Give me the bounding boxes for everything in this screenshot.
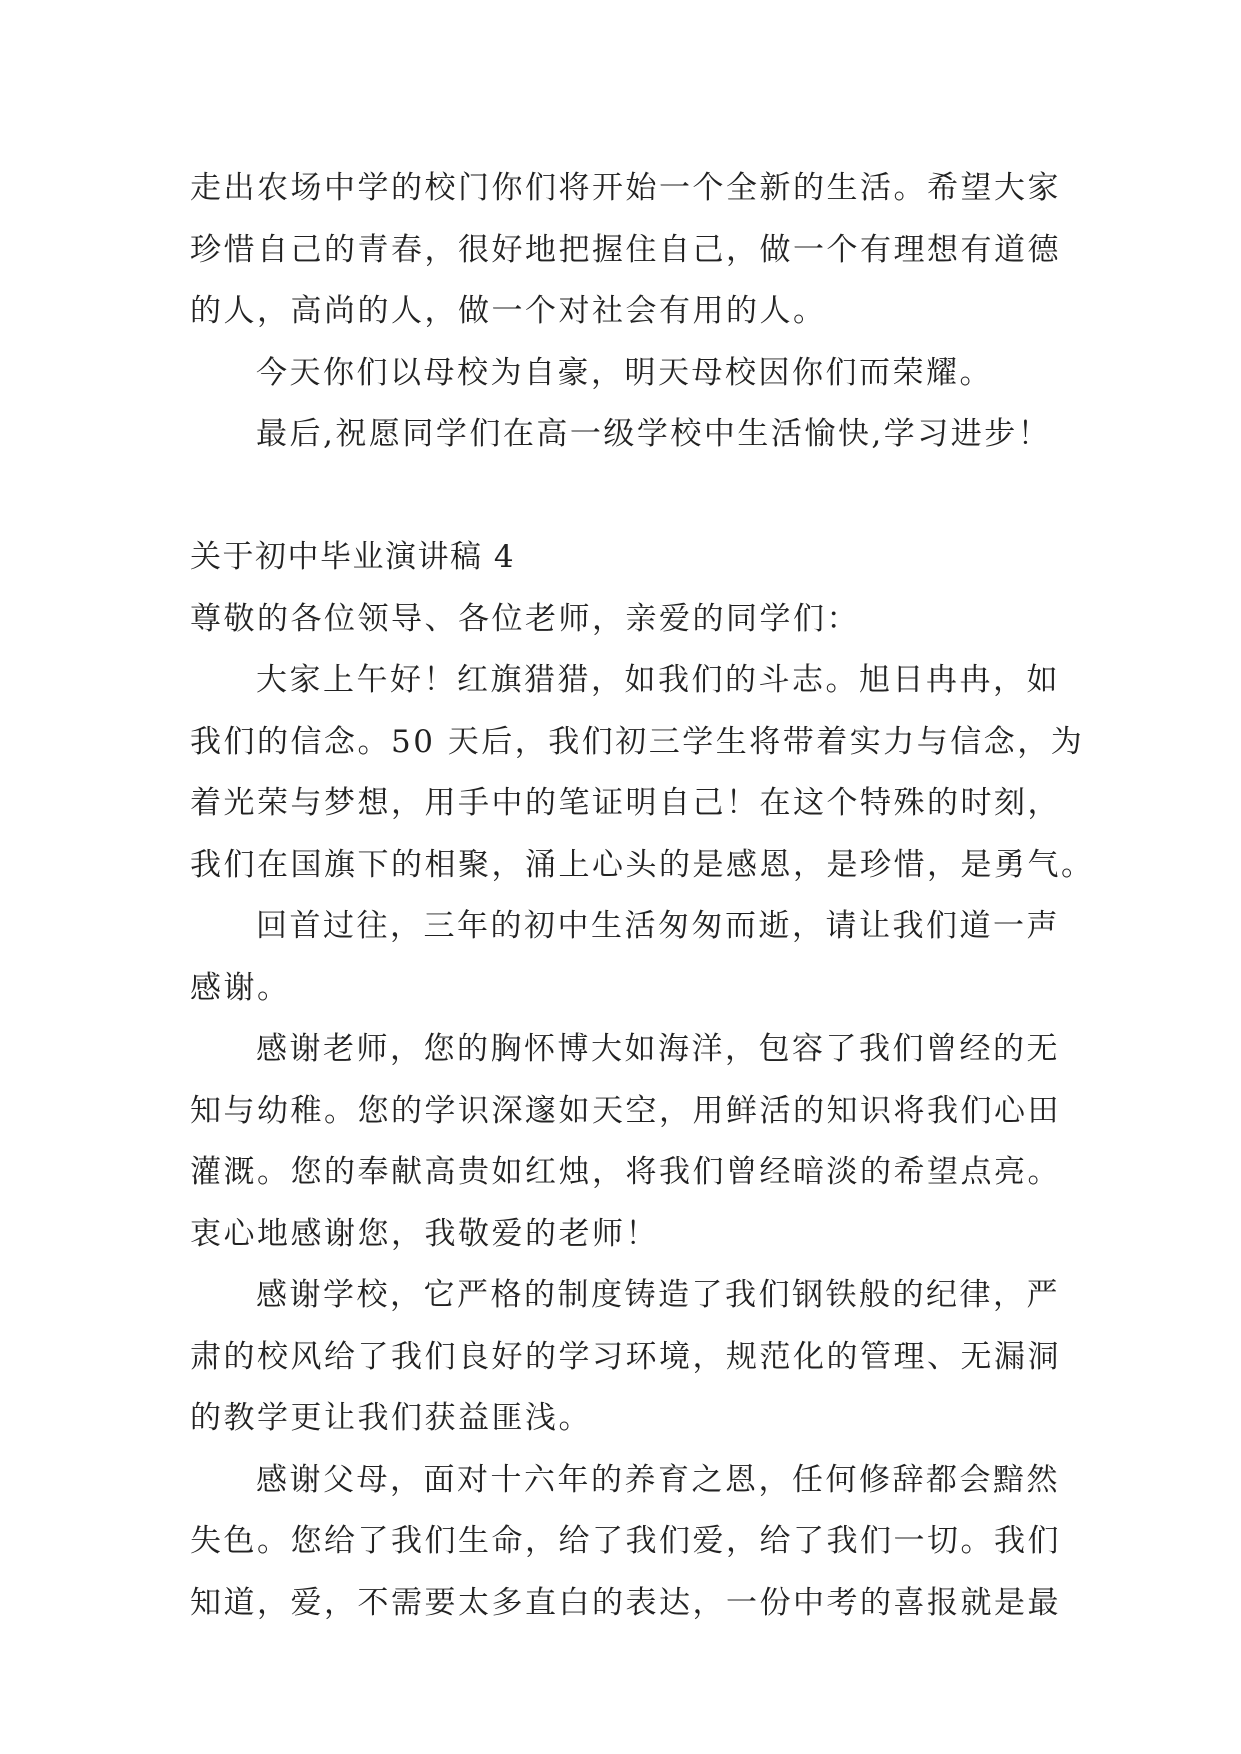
text-line: 回首过往，三年的初中生活匆匆而逝，请让我们道一声 [256,908,1060,944]
text-line: 走出农场中学的校门你们将开始一个全新的生活。希望大家 [190,170,1061,206]
paragraph [190,158,1070,343]
text-line: 最后,祝愿同学们在高一级学校中生活愉快,学习进步！ [256,416,1052,452]
text-line: 着光荣与梦想，用手中的笔证明自己！在这个特殊的时刻， [190,785,1061,821]
blank-line [190,466,1070,528]
text-line: 灌溉。您的奉献高贵如红烛，将我们曾经暗淡的希望点亮。 [190,1154,1061,1190]
paragraph [190,1265,1070,1450]
paragraph [190,404,1070,466]
text-line: 感谢老师，您的胸怀博大如海洋，包容了我们曾经的无 [256,1031,1060,1067]
text-line: 肃的校风给了我们良好的学习环境，规范化的管理、无漏洞 [190,1338,1061,1375]
paragraph [190,650,1095,896]
text-line: 知与幼稚。您的学识深邃如天空，用鲜活的知识将我们心田 [190,1092,1061,1129]
paragraph [190,343,1070,405]
text-line: 我们在国旗下的相聚，涌上心头的是感恩，是珍惜，是勇气。 [190,846,1095,883]
text-line: 我们的信念。50 天后，我们初三学生将带着实力与信念，为 [190,723,1085,760]
text-line: 感谢学校，它严格的制度铸造了我们钢铁般的纪律，严 [256,1277,1060,1313]
text-line: 大家上午好！红旗猎猎，如我们的斗志。旭日冉冉，如 [256,662,1060,698]
text-line: 感谢。 [190,969,291,1006]
text-line: 衷心地感谢您，我敬爱的老师！ [190,1215,659,1252]
text-line: 知道，爱，不需要太多直白的表达，一份中考的喜报就是最 [190,1584,1061,1621]
section-title: 关于初中毕业演讲稿 4 [190,539,516,575]
text-line: 感谢父母，面对十六年的养育之恩，任何修辞都会黯然 [256,1461,1060,1498]
document-body [190,158,1095,1634]
paragraph [190,1019,1070,1265]
paragraph [190,1450,1070,1635]
salutation: 尊敬的各位领导、各位老师，亲爱的同学们： [190,600,860,637]
paragraph [190,896,1070,1019]
text-line: 的教学更让我们获益匪浅。 [190,1400,592,1436]
text-line: 失色。您给了我们生命，给了我们爱，给了我们一切。我们 [190,1523,1061,1559]
text-line: 今天你们以母校为自豪，明天母校因你们而荣耀。 [256,354,993,391]
text-line: 的人，高尚的人，做一个对社会有用的人。 [190,293,827,329]
text-line: 珍惜自己的青春，很好地把握住自己，做一个有理想有道德 [190,231,1061,268]
